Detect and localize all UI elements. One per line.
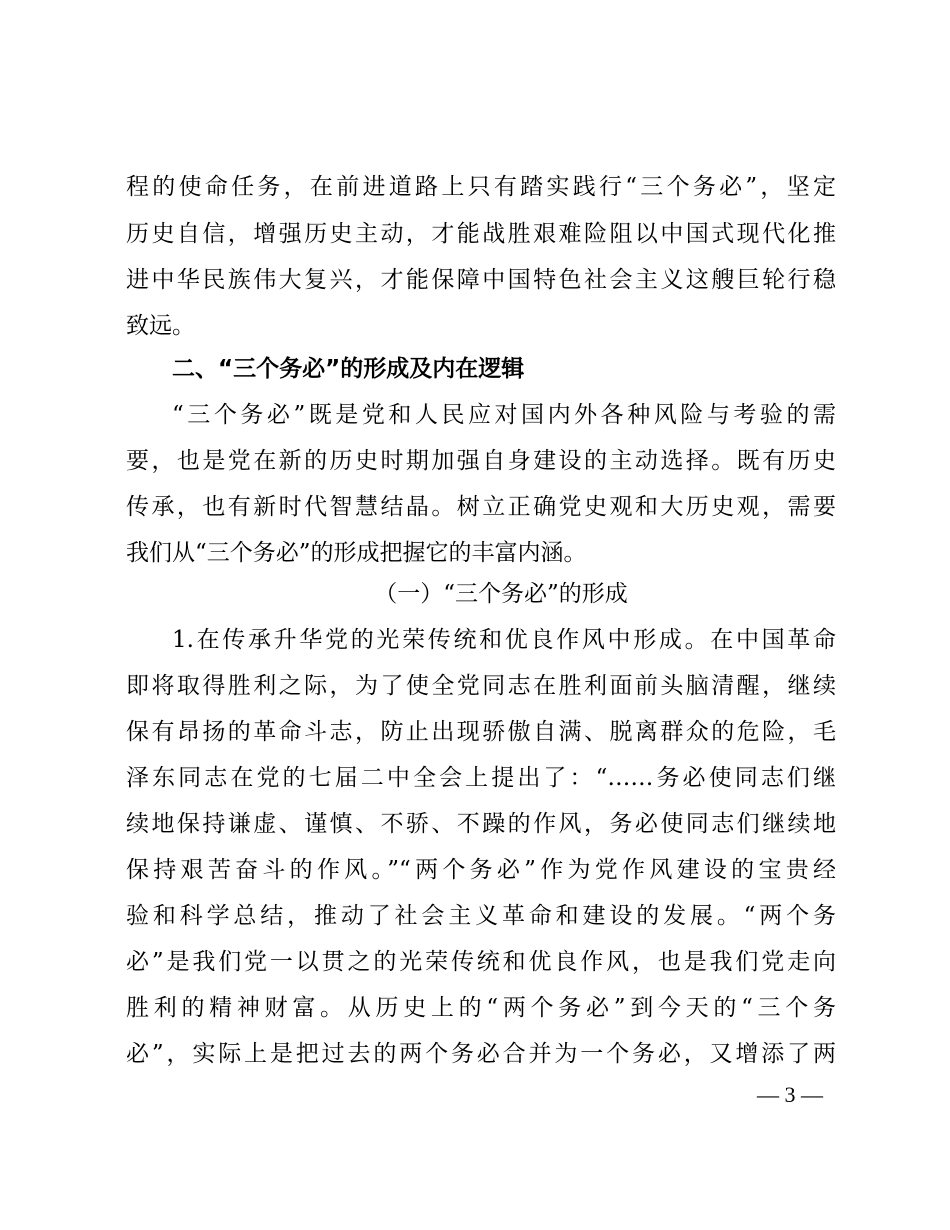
page-number: — 3 —	[757, 1082, 823, 1107]
paragraph-line: 要，也是党在新的历史时期加强自身建设的主动选择。既有历史	[126, 448, 836, 474]
paragraph-line: 必”，实际上是把过去的两个务必合并为一个务必，又增添了两	[126, 1041, 836, 1067]
section-heading: 二、“三个务必”的形成及内在逻辑	[172, 356, 525, 382]
paragraph-line: 程的使命任务，在前进道路上只有踏实践行“三个务必”，坚定	[126, 174, 836, 200]
paragraph-line: 传承，也有新时代智慧结晶。树立正确党史观和大历史观，需要	[126, 494, 836, 520]
paragraph-line: 历史自信，增强历史主动，才能战胜艰难险阻以中国式现代化推	[126, 221, 836, 247]
paragraph-line: 保持艰苦奋斗的作风。”“两个务必”作为党作风建设的宝贵经	[126, 857, 836, 883]
paragraph-line: 验和科学总结，推动了社会主义革命和建设的发展。“两个务	[126, 903, 836, 929]
paragraph-line: 必”是我们党一以贯之的光荣传统和优良作风，也是我们党走向	[126, 949, 836, 975]
paragraph-line: “三个务必”既是党和人民应对国内外各种风险与考验的需	[172, 402, 836, 428]
subsection-heading: （一）“三个务必”的形成	[374, 581, 628, 607]
paragraph-line: 1.在传承升华党的光荣传统和优良作风中形成。在中国革命	[172, 627, 836, 653]
paragraph-line: 泽东同志在党的七届二中全会上提出了：“……务必使同志们继	[126, 765, 836, 791]
paragraph-line: 致远。	[126, 313, 195, 339]
paragraph-line: 保有昂扬的革命斗志，防止出现骄傲自满、脱离群众的危险，毛	[126, 719, 836, 745]
paragraph-line: 我们从“三个务必”的形成把握它的丰富内涵。	[126, 540, 587, 566]
paragraph-line: 续地保持谦虚、谨慎、不骄、不躁的作风，务必使同志们继续地	[126, 811, 836, 837]
paragraph-line: 进中华民族伟大复兴，才能保障中国特色社会主义这艘巨轮行稳	[126, 267, 836, 293]
paragraph-line: 即将取得胜利之际，为了使全党同志在胜利面前头脑清醒，继续	[126, 673, 836, 699]
paragraph-line: 胜利的精神财富。从历史上的“两个务必”到今天的“三个务	[126, 995, 836, 1021]
